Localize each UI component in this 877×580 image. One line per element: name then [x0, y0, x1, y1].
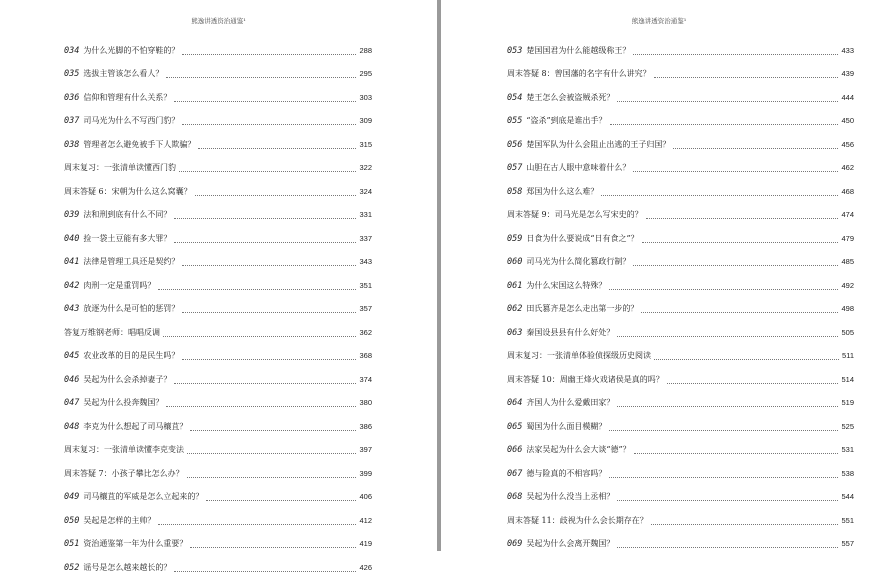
page-number: 479 — [841, 233, 854, 243]
leader-dots — [667, 382, 839, 384]
chapter-number: 040 — [64, 233, 80, 244]
chapter-title: 楚国军队为什么会阻止出逃的王子归国？ — [526, 139, 671, 149]
chapter-number: 057 — [507, 163, 523, 174]
toc-entry[interactable] — [64, 533, 372, 557]
chapter-title: 李克为什么想起了司马穰苴？ — [83, 421, 188, 431]
leader-dots — [174, 241, 356, 243]
chapter-title: 吴起为什么会离开魏国？ — [526, 539, 615, 549]
leader-dots — [158, 523, 356, 525]
leader-dots — [673, 147, 838, 149]
chapter-number: 038 — [64, 139, 80, 150]
page-number: 538 — [841, 468, 854, 478]
chapter-title: 周末答疑 6：宋朝为什么这么窝囊？ — [64, 186, 192, 196]
chapter-title: 信仰和管理有什么关系？ — [83, 92, 172, 102]
toc-entry[interactable] — [64, 439, 372, 463]
chapter-title: 吴起为什么会杀掉妻子？ — [83, 374, 172, 384]
chapter-number: 060 — [507, 257, 523, 268]
leader-dots — [182, 358, 356, 360]
page-number: 309 — [359, 116, 372, 126]
chapter-title: 司马穰苴的军威是怎么立起来的？ — [83, 492, 204, 502]
toc-entry[interactable] — [507, 415, 854, 439]
toc-entry[interactable] — [507, 509, 854, 533]
toc-entry[interactable] — [507, 39, 854, 63]
leader-dots — [182, 264, 356, 266]
page-number: 397 — [359, 445, 372, 455]
page-number: 468 — [841, 186, 854, 196]
toc-entry[interactable] — [64, 462, 372, 486]
leader-dots — [610, 123, 839, 125]
chapter-number: 049 — [64, 492, 80, 503]
leader-dots — [617, 546, 838, 548]
toc-list-left — [64, 39, 372, 580]
chapter-title: 法律是管理工具还是契约？ — [83, 257, 180, 267]
chapter-title: 山胆在古人眼中意味着什么？ — [526, 163, 631, 173]
toc-entry[interactable] — [64, 345, 372, 369]
toc-entry[interactable] — [64, 227, 372, 251]
page-number: 557 — [841, 539, 854, 549]
leader-dots — [601, 194, 838, 196]
toc-entry[interactable] — [64, 110, 372, 134]
toc-entry[interactable] — [64, 39, 372, 63]
page-number: 357 — [359, 304, 372, 314]
page-number: 362 — [359, 327, 372, 337]
page-number: 511 — [842, 351, 854, 361]
page-number: 324 — [359, 186, 372, 196]
toc-entry[interactable] — [507, 110, 854, 134]
toc-entry[interactable] — [64, 63, 372, 87]
chapter-number: 059 — [507, 233, 523, 244]
chapter-number: 046 — [64, 374, 80, 385]
toc-entry[interactable] — [64, 486, 372, 510]
leader-dots — [179, 170, 356, 172]
leader-dots — [174, 100, 356, 102]
toc-entry[interactable] — [507, 368, 854, 392]
page-number: 531 — [841, 445, 854, 455]
page-number: 351 — [359, 280, 372, 290]
chapter-title: 吴起为什么没当上丞相？ — [526, 492, 615, 502]
chapter-title: 德与险真的不相容吗？ — [526, 468, 607, 478]
running-head-right: 熊逸讲透资治通鉴¹ — [631, 17, 687, 25]
toc-entry[interactable] — [507, 392, 854, 416]
chapter-title: 为什么光脚的不怕穿鞋的？ — [83, 45, 180, 55]
page-number: 514 — [841, 374, 854, 384]
toc-entry[interactable] — [64, 274, 372, 298]
page-number: 315 — [359, 139, 372, 149]
toc-entry[interactable] — [507, 462, 854, 486]
toc-entry[interactable] — [64, 204, 372, 228]
chapter-number: 051 — [64, 539, 80, 550]
chapter-title: 日食为什么要说成“日有食之”？ — [526, 233, 639, 243]
chapter-title: 谣号是怎么越来越长的？ — [83, 562, 172, 572]
chapter-title: 楚国国君为什么能越级称王？ — [526, 45, 631, 55]
leader-dots — [182, 311, 356, 313]
page-number: 303 — [359, 92, 372, 102]
leader-dots — [617, 100, 838, 102]
chapter-title: 选拔主管该怎么看人？ — [83, 69, 164, 79]
leader-dots — [642, 241, 839, 243]
chapter-number: 035 — [64, 69, 80, 80]
toc-entry[interactable] — [507, 86, 854, 110]
toc-entry[interactable] — [507, 204, 854, 228]
toc-entry[interactable] — [64, 180, 372, 204]
leader-dots — [617, 499, 838, 501]
leader-dots — [633, 264, 838, 266]
chapter-number: 034 — [64, 45, 80, 56]
leader-dots — [174, 382, 356, 384]
chapter-number: 047 — [64, 398, 80, 409]
chapter-title: 法家吴起为什么会大谈“德”？ — [526, 445, 631, 455]
chapter-title: 放逐为什么是可怕的惩罚？ — [83, 304, 180, 314]
right-page — [441, 0, 877, 551]
leader-dots — [174, 217, 356, 219]
leader-dots — [190, 429, 356, 431]
page-number: 433 — [841, 45, 854, 55]
chapter-title: 秦国设县县有什么好处？ — [526, 327, 615, 337]
chapter-title: 为什么宋国这么特殊？ — [526, 280, 607, 290]
chapter-title: 周末答疑 9：司马光是怎么写宋史的？ — [507, 210, 643, 220]
toc-entry[interactable] — [64, 321, 372, 345]
toc-entry[interactable] — [64, 415, 372, 439]
page-number: 519 — [841, 398, 854, 408]
chapter-number: 061 — [507, 280, 523, 291]
leader-dots — [166, 405, 356, 407]
page-number: 439 — [841, 69, 854, 79]
page-number: 551 — [841, 515, 854, 525]
page-number: 337 — [359, 233, 372, 243]
page-number: 444 — [841, 92, 854, 102]
toc-entry[interactable] — [64, 133, 372, 157]
toc-entry[interactable] — [507, 439, 854, 463]
page-number: 492 — [841, 280, 854, 290]
chapter-title: “盗杀”到底是谁出手？ — [526, 116, 607, 126]
leader-dots — [187, 476, 357, 478]
chapter-number: 053 — [507, 45, 523, 56]
leader-dots — [633, 53, 838, 55]
leader-dots — [198, 147, 356, 149]
toc-entry[interactable] — [64, 157, 372, 181]
chapter-number: 048 — [64, 421, 80, 432]
toc-entry[interactable] — [507, 157, 854, 181]
chapter-title: 司马光为什么简化篡政行制？ — [526, 257, 631, 267]
toc-entry[interactable] — [507, 533, 854, 557]
chapter-number: 069 — [507, 539, 523, 550]
chapter-number: 063 — [507, 327, 523, 338]
leader-dots — [609, 429, 838, 431]
chapter-number: 058 — [507, 186, 523, 197]
chapter-title: 蜀国为什么面目模糊？ — [526, 421, 607, 431]
chapter-title: 周末答疑 7：小孩子攀比怎么办？ — [64, 468, 184, 478]
chapter-title: 郑国为什么这么难？ — [526, 186, 599, 196]
page-number: 505 — [841, 327, 854, 337]
page-number: 525 — [841, 421, 854, 431]
toc-entry[interactable] — [64, 86, 372, 110]
page-number: 412 — [359, 515, 372, 525]
toc-entry[interactable] — [507, 274, 854, 298]
chapter-title: 吴起为什么投奔魏国？ — [83, 398, 164, 408]
chapter-title: 资治通鉴第一年为什么重要？ — [83, 539, 188, 549]
leader-dots — [654, 358, 839, 360]
chapter-number: 045 — [64, 351, 80, 362]
page-number: 343 — [359, 257, 372, 267]
page-number: 374 — [359, 374, 372, 384]
chapter-title: 楚王怎么会被盗贼杀死？ — [526, 92, 615, 102]
chapter-number: 065 — [507, 421, 523, 432]
page-number: 368 — [359, 351, 372, 361]
page-number: 295 — [359, 69, 372, 79]
leader-dots — [633, 170, 838, 172]
toc-entry[interactable] — [507, 251, 854, 275]
page-number: 386 — [359, 421, 372, 431]
chapter-title: 周末复习：一张清单读懂李克变法 — [64, 445, 184, 455]
chapter-title: 捡一袋土豆能有多大罪？ — [83, 233, 172, 243]
chapter-number: 041 — [64, 257, 80, 268]
chapter-title: 吴起是怎样的主帅？ — [83, 515, 156, 525]
chapter-number: 042 — [64, 280, 80, 291]
leader-dots — [609, 288, 838, 290]
toc-entry[interactable] — [507, 133, 854, 157]
page-number: 544 — [841, 492, 854, 502]
chapter-title: 周末答疑 11：歧视为什么会长期存在？ — [507, 515, 648, 525]
chapter-title: 周末答疑 8：曾国藩的名字有什么讲究？ — [507, 69, 651, 79]
leader-dots — [163, 335, 356, 337]
chapter-number: 054 — [507, 92, 523, 103]
chapter-number: 056 — [507, 139, 523, 150]
leader-dots — [634, 452, 839, 454]
chapter-title: 肉刑一定是重罚吗？ — [83, 280, 156, 290]
chapter-number: 037 — [64, 116, 80, 127]
chapter-number: 039 — [64, 210, 80, 221]
chapter-title: 答复万维钢老师：唱唱反调 — [64, 327, 160, 337]
page-number: 456 — [841, 139, 854, 149]
page-number: 288 — [359, 45, 372, 55]
toc-entry[interactable] — [507, 345, 854, 369]
leader-dots — [174, 570, 356, 572]
leader-dots — [187, 452, 356, 454]
leader-dots — [166, 76, 356, 78]
leader-dots — [190, 546, 356, 548]
leader-dots — [195, 194, 357, 196]
page-number: 322 — [359, 163, 372, 173]
leader-dots — [609, 476, 838, 478]
chapter-number: 062 — [507, 304, 523, 315]
page-number: 450 — [841, 116, 854, 126]
chapter-title: 田氏篡齐是怎么走出第一步的？ — [526, 304, 639, 314]
chapter-title: 周末复习：一张清单读懂西门豹 — [64, 163, 176, 173]
toc-entry[interactable] — [64, 556, 372, 580]
chapter-number: 036 — [64, 92, 80, 103]
leader-dots — [617, 405, 838, 407]
chapter-number: 055 — [507, 116, 523, 127]
toc-entry[interactable] — [64, 368, 372, 392]
chapter-number: 050 — [64, 515, 80, 526]
toc-entry[interactable] — [507, 486, 854, 510]
leader-dots — [641, 311, 838, 313]
leader-dots — [182, 53, 356, 55]
leader-dots — [654, 76, 839, 78]
toc-entry[interactable] — [64, 509, 372, 533]
leader-dots — [646, 217, 839, 219]
page-number: 462 — [841, 163, 854, 173]
leader-dots — [651, 523, 839, 525]
page-number: 406 — [359, 492, 372, 502]
page-number: 426 — [359, 562, 372, 572]
chapter-number: 052 — [64, 562, 80, 573]
toc-entry[interactable] — [507, 321, 854, 345]
leader-dots — [182, 123, 356, 125]
toc-list-right — [507, 39, 854, 556]
chapter-title: 周末答疑 10：周幽王烽火戏诸侯是真的吗？ — [507, 374, 664, 384]
leader-dots — [617, 335, 838, 337]
chapter-number: 067 — [507, 468, 523, 479]
page-number: 399 — [359, 468, 372, 478]
toc-entry[interactable] — [64, 392, 372, 416]
toc-entry[interactable] — [507, 180, 854, 204]
chapter-title: 农业改革的目的是民生吗？ — [83, 351, 180, 361]
page-number: 380 — [359, 398, 372, 408]
toc-entry[interactable] — [507, 298, 854, 322]
toc-entry[interactable] — [507, 227, 854, 251]
chapter-number: 066 — [507, 445, 523, 456]
chapter-number: 064 — [507, 398, 523, 409]
chapter-title: 司马光为什么不写西门豹？ — [83, 116, 180, 126]
chapter-title: 法和刑到底有什么不同？ — [83, 210, 172, 220]
toc-entry[interactable] — [64, 251, 372, 275]
page-number: 485 — [841, 257, 854, 267]
page-number: 331 — [359, 210, 372, 220]
leader-dots — [158, 288, 356, 290]
page-number: 474 — [841, 210, 854, 220]
chapter-number: 068 — [507, 492, 523, 503]
leader-dots — [206, 499, 356, 501]
chapter-number: 043 — [64, 304, 80, 315]
left-page — [0, 0, 437, 573]
chapter-title: 齐国人为什么爱戴田家？ — [526, 398, 615, 408]
page-number: 498 — [841, 304, 854, 314]
chapter-title: 管理者怎么避免被手下人欺骗？ — [83, 139, 196, 149]
page-number: 419 — [359, 539, 372, 549]
chapter-title: 周末复习：一张清单体验侦探级历史阅读 — [507, 351, 651, 361]
running-head-left: 熊逸讲透资治通鉴¹ — [191, 17, 246, 25]
toc-entry[interactable] — [64, 298, 372, 322]
toc-entry[interactable] — [507, 63, 854, 87]
